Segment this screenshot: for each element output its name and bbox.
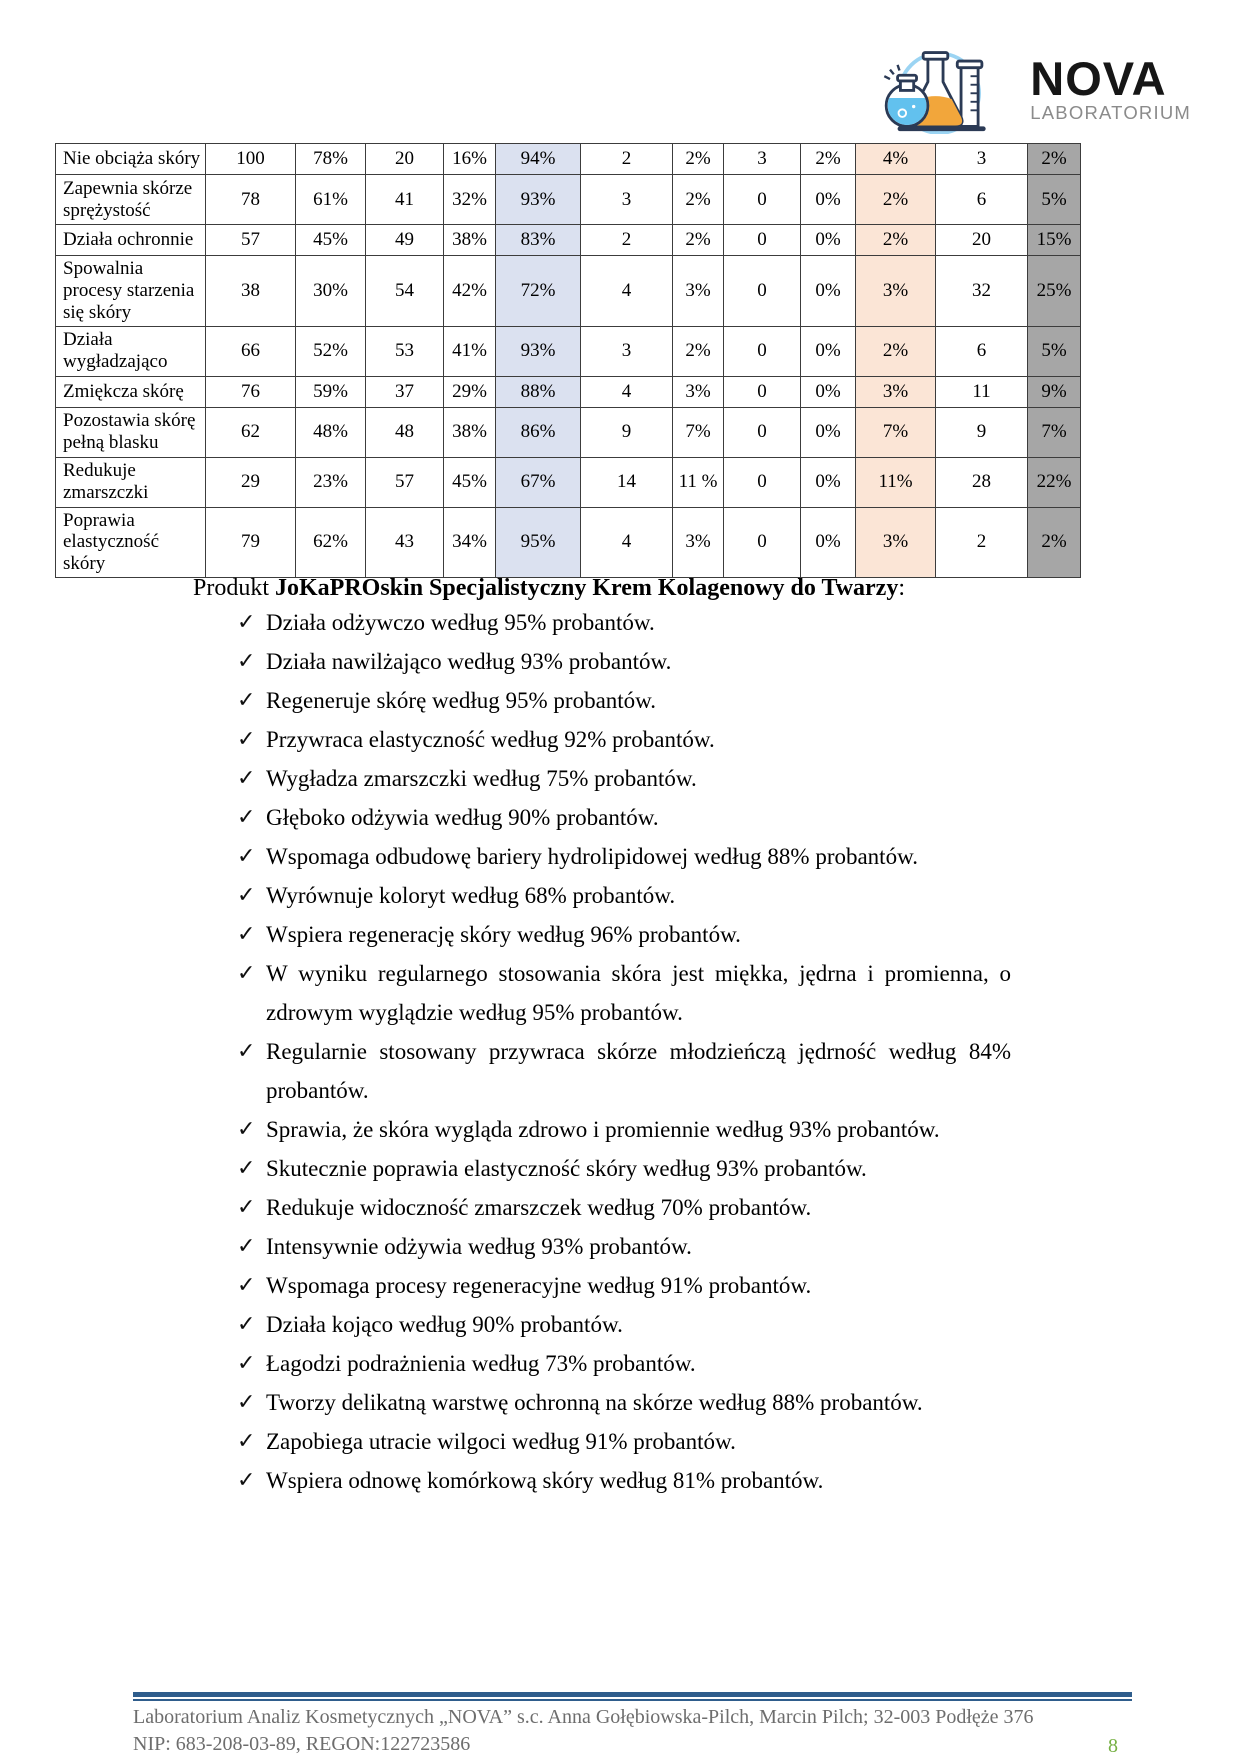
- percent-cell: 3%: [673, 376, 724, 407]
- total-positive-cell: 72%: [496, 256, 581, 327]
- row-label-cell: Działa ochronnie: [56, 225, 206, 256]
- count-cell: 9: [936, 407, 1028, 457]
- list-item: [237, 1461, 1011, 1500]
- total-neutral-cell: 7%: [856, 407, 936, 457]
- row-label-cell: Pozostawia skórę pełną blasku: [56, 407, 206, 457]
- percent-cell: 0%: [801, 507, 856, 578]
- count-cell: 0: [724, 225, 801, 256]
- count-cell: 54: [366, 256, 444, 327]
- percent-cell: 11 %: [673, 457, 724, 507]
- count-cell: 57: [206, 225, 296, 256]
- percent-cell: 23%: [296, 457, 366, 507]
- list-item: [237, 1305, 1011, 1344]
- list-item-text: Zapobiega utracie wilgoci według 91% probantów.: [266, 1429, 736, 1454]
- count-cell: 14: [581, 457, 673, 507]
- total-negative-cell: 25%: [1028, 256, 1081, 327]
- percent-cell: 0%: [801, 225, 856, 256]
- checkmark-icon: ✓: [237, 883, 256, 908]
- list-item-text: Wspiera regenerację skóry według 96% probantów.: [266, 922, 741, 947]
- count-cell: 49: [366, 225, 444, 256]
- count-cell: 66: [206, 326, 296, 376]
- list-item-text: Działa kojąco według 90% probantów.: [266, 1312, 623, 1337]
- count-cell: 41: [366, 175, 444, 225]
- total-neutral-cell: 2%: [856, 175, 936, 225]
- nova-logo: [870, 44, 1191, 134]
- percent-cell: 0%: [801, 256, 856, 327]
- product-name: JoKaPROskin Specjalistyczny Krem Kolagenowy do Twarzy: [275, 575, 899, 601]
- list-item: [237, 1032, 1011, 1110]
- count-cell: 0: [724, 326, 801, 376]
- count-cell: 4: [581, 376, 673, 407]
- total-neutral-cell: 2%: [856, 326, 936, 376]
- list-item-text: Wspiera odnowę komórkową skóry według 81% probantów.: [266, 1468, 824, 1493]
- checkmark-icon: ✓: [237, 1273, 256, 1298]
- count-cell: 0: [724, 457, 801, 507]
- count-cell: 11: [936, 376, 1028, 407]
- table-row: [56, 326, 1081, 376]
- product-heading: [193, 572, 905, 604]
- count-cell: 4: [581, 507, 673, 578]
- percent-cell: 61%: [296, 175, 366, 225]
- count-cell: 100: [206, 144, 296, 175]
- count-cell: 2: [581, 144, 673, 175]
- list-item: [237, 1422, 1011, 1461]
- count-cell: 3: [581, 326, 673, 376]
- list-item-text: Głęboko odżywia według 90% probantów.: [266, 805, 659, 830]
- page-footer: [133, 1692, 1132, 1755]
- percent-cell: 32%: [444, 175, 496, 225]
- table-row: [56, 457, 1081, 507]
- claims-list: [237, 603, 1011, 1500]
- percent-cell: 2%: [673, 144, 724, 175]
- percent-cell: 78%: [296, 144, 366, 175]
- percent-cell: 0%: [801, 457, 856, 507]
- list-item: [237, 603, 1011, 642]
- list-item-text: Skutecznie poprawia elastyczność skóry według 93% probantów.: [266, 1156, 867, 1181]
- total-negative-cell: 9%: [1028, 376, 1081, 407]
- count-cell: 53: [366, 326, 444, 376]
- percent-cell: 0%: [801, 407, 856, 457]
- logo-subtitle: LABORATORIUM: [1030, 102, 1191, 124]
- count-cell: 0: [724, 407, 801, 457]
- count-cell: 0: [724, 256, 801, 327]
- percent-cell: 45%: [444, 457, 496, 507]
- percent-cell: 2%: [801, 144, 856, 175]
- checkmark-icon: ✓: [237, 1117, 256, 1142]
- table-row: [56, 256, 1081, 327]
- count-cell: 2: [581, 225, 673, 256]
- checkmark-icon: ✓: [237, 1429, 256, 1454]
- list-item: [237, 1266, 1011, 1305]
- count-cell: 37: [366, 376, 444, 407]
- list-item: [237, 1344, 1011, 1383]
- checkmark-icon: ✓: [237, 961, 256, 986]
- logo-name: NOVA: [1030, 52, 1167, 106]
- count-cell: 20: [366, 144, 444, 175]
- count-cell: 78: [206, 175, 296, 225]
- checkmark-icon: ✓: [237, 1156, 256, 1181]
- list-item: [237, 1383, 1011, 1422]
- list-item-text: Wspomaga procesy regeneracyjne według 91% probantów.: [266, 1273, 812, 1298]
- list-item-text: Działa nawilżająco według 93% probantów.: [266, 649, 672, 674]
- count-cell: 20: [936, 225, 1028, 256]
- table-row: [56, 144, 1081, 175]
- checkmark-icon: ✓: [237, 805, 256, 830]
- checkmark-icon: ✓: [237, 727, 256, 752]
- count-cell: 0: [724, 507, 801, 578]
- count-cell: 6: [936, 326, 1028, 376]
- count-cell: 3: [581, 175, 673, 225]
- percent-cell: 3%: [673, 507, 724, 578]
- percent-cell: 0%: [801, 326, 856, 376]
- checkmark-icon: ✓: [237, 766, 256, 791]
- row-label-cell: Działa wygładzająco: [56, 326, 206, 376]
- total-negative-cell: 2%: [1028, 507, 1081, 578]
- count-cell: 43: [366, 507, 444, 578]
- list-item: [237, 837, 1011, 876]
- footer-line2: NIP: 683-208-03-89, REGON:122723586: [133, 1733, 471, 1755]
- table-row: [56, 507, 1081, 578]
- list-item: [237, 1188, 1011, 1227]
- row-label-cell: Poprawia elastyczność skóry: [56, 507, 206, 578]
- list-item-text: Wspomaga odbudowę bariery hydrolipidowej według 88% probantów.: [266, 844, 918, 869]
- list-item-text: Łagodzi podrażnienia według 73% probantów.: [266, 1351, 696, 1376]
- percent-cell: 30%: [296, 256, 366, 327]
- count-cell: 29: [206, 457, 296, 507]
- list-item-text: Działa odżywczo według 95% probantów.: [266, 610, 655, 635]
- checkmark-icon: ✓: [237, 1468, 256, 1493]
- total-positive-cell: 93%: [496, 175, 581, 225]
- total-neutral-cell: 2%: [856, 225, 936, 256]
- list-item: [237, 1110, 1011, 1149]
- list-item-text: Redukuje widoczność zmarszczek według 70% probantów.: [266, 1195, 812, 1220]
- percent-cell: 7%: [673, 407, 724, 457]
- count-cell: 28: [936, 457, 1028, 507]
- checkmark-icon: ✓: [237, 1039, 256, 1064]
- list-item: [237, 915, 1011, 954]
- list-item-text: Intensywnie odżywia według 93% probantów.: [266, 1234, 692, 1259]
- total-positive-cell: 94%: [496, 144, 581, 175]
- percent-cell: 0%: [801, 175, 856, 225]
- results-table: [55, 143, 1081, 578]
- checkmark-icon: ✓: [237, 1312, 256, 1337]
- list-item: [237, 759, 1011, 798]
- count-cell: 9: [581, 407, 673, 457]
- list-item-text: Tworzy delikatną warstwę ochronną na skórze według 88% probantów.: [266, 1390, 923, 1415]
- list-item: [237, 642, 1011, 681]
- row-label-cell: Nie obciąża skóry: [56, 144, 206, 175]
- total-neutral-cell: 3%: [856, 507, 936, 578]
- results-table-body: [56, 144, 1081, 578]
- list-item-text: W wyniku regularnego stosowania skóra jest miękka, jędrna i promienna, o zdrowym wyglądzie według 95% probantów.: [266, 961, 1011, 1025]
- total-positive-cell: 86%: [496, 407, 581, 457]
- total-negative-cell: 7%: [1028, 407, 1081, 457]
- percent-cell: 45%: [296, 225, 366, 256]
- total-positive-cell: 93%: [496, 326, 581, 376]
- percent-cell: 2%: [673, 326, 724, 376]
- table-row: [56, 175, 1081, 225]
- footer-text: [133, 1704, 1132, 1755]
- heading-prefix: Produkt: [193, 575, 276, 601]
- count-cell: 6: [936, 175, 1028, 225]
- percent-cell: 0%: [801, 376, 856, 407]
- list-item: [237, 720, 1011, 759]
- list-item-text: Wyrównuje koloryt według 68% probantów.: [266, 883, 676, 908]
- checkmark-icon: ✓: [237, 649, 256, 674]
- total-positive-cell: 67%: [496, 457, 581, 507]
- row-label-cell: Spowalnia procesy starzenia się skóry: [56, 256, 206, 327]
- checkmark-icon: ✓: [237, 688, 256, 713]
- total-positive-cell: 83%: [496, 225, 581, 256]
- total-positive-cell: 88%: [496, 376, 581, 407]
- footer-rule-thin: [133, 1699, 1132, 1701]
- count-cell: 2: [936, 507, 1028, 578]
- percent-cell: 42%: [444, 256, 496, 327]
- list-item-text: Przywraca elastyczność według 92% probantów.: [266, 727, 715, 752]
- checkmark-icon: ✓: [237, 922, 256, 947]
- page-number: 8: [1108, 1735, 1118, 1755]
- percent-cell: 59%: [296, 376, 366, 407]
- count-cell: 3: [724, 144, 801, 175]
- row-label-cell: Zapewnia skórze sprężystość: [56, 175, 206, 225]
- percent-cell: 29%: [444, 376, 496, 407]
- count-cell: 38: [206, 256, 296, 327]
- table-row: [56, 407, 1081, 457]
- list-item-text: Sprawia, że skóra wygląda zdrowo i promiennie według 93% probantów.: [266, 1117, 940, 1142]
- checkmark-icon: ✓: [237, 1390, 256, 1415]
- total-negative-cell: 15%: [1028, 225, 1081, 256]
- list-item: [237, 1227, 1011, 1266]
- row-label-cell: Zmiękcza skórę: [56, 376, 206, 407]
- checkmark-icon: ✓: [237, 844, 256, 869]
- total-neutral-cell: 3%: [856, 376, 936, 407]
- count-cell: 62: [206, 407, 296, 457]
- percent-cell: 16%: [444, 144, 496, 175]
- percent-cell: 3%: [673, 256, 724, 327]
- percent-cell: 48%: [296, 407, 366, 457]
- footer-line1: Laboratorium Analiz Kosmetycznych „NOVA” s.c. Anna Gołębiowska-Pilch, Marcin Pilch; 32-003 Podłęże 376: [133, 1706, 1034, 1728]
- count-cell: 0: [724, 376, 801, 407]
- table-row: [56, 376, 1081, 407]
- row-label-cell: Redukuje zmarszczki: [56, 457, 206, 507]
- percent-cell: 62%: [296, 507, 366, 578]
- checkmark-icon: ✓: [237, 1234, 256, 1259]
- list-item: [237, 681, 1011, 720]
- list-item-text: Wygładza zmarszczki według 75% probantów.: [266, 766, 697, 791]
- percent-cell: 52%: [296, 326, 366, 376]
- total-neutral-cell: 3%: [856, 256, 936, 327]
- total-neutral-cell: 4%: [856, 144, 936, 175]
- table-row: [56, 225, 1081, 256]
- total-negative-cell: 2%: [1028, 144, 1081, 175]
- count-cell: 32: [936, 256, 1028, 327]
- list-item: [237, 876, 1011, 915]
- percent-cell: 2%: [673, 225, 724, 256]
- list-item-text: Regeneruje skórę według 95% probantów.: [266, 688, 657, 713]
- count-cell: 79: [206, 507, 296, 578]
- list-item: [237, 798, 1011, 837]
- count-cell: 76: [206, 376, 296, 407]
- list-item: [237, 1149, 1011, 1188]
- percent-cell: 34%: [444, 507, 496, 578]
- count-cell: 57: [366, 457, 444, 507]
- total-negative-cell: 22%: [1028, 457, 1081, 507]
- total-negative-cell: 5%: [1028, 326, 1081, 376]
- checkmark-icon: ✓: [237, 1195, 256, 1220]
- percent-cell: 2%: [673, 175, 724, 225]
- count-cell: 4: [581, 256, 673, 327]
- total-negative-cell: 5%: [1028, 175, 1081, 225]
- total-positive-cell: 95%: [496, 507, 581, 578]
- list-item: [237, 954, 1011, 1032]
- list-item-text: Regularnie stosowany przywraca skórze młodzieńczą jędrność według 84% probantów.: [266, 1039, 1011, 1103]
- percent-cell: 38%: [444, 407, 496, 457]
- heading-suffix: :: [898, 575, 906, 601]
- percent-cell: 38%: [444, 225, 496, 256]
- checkmark-icon: ✓: [237, 1351, 256, 1376]
- count-cell: 0: [724, 175, 801, 225]
- count-cell: 3: [936, 144, 1028, 175]
- count-cell: 48: [366, 407, 444, 457]
- checkmark-icon: ✓: [237, 610, 256, 635]
- percent-cell: 41%: [444, 326, 496, 376]
- lab-flasks-icon: [870, 44, 1018, 134]
- total-neutral-cell: 11%: [856, 457, 936, 507]
